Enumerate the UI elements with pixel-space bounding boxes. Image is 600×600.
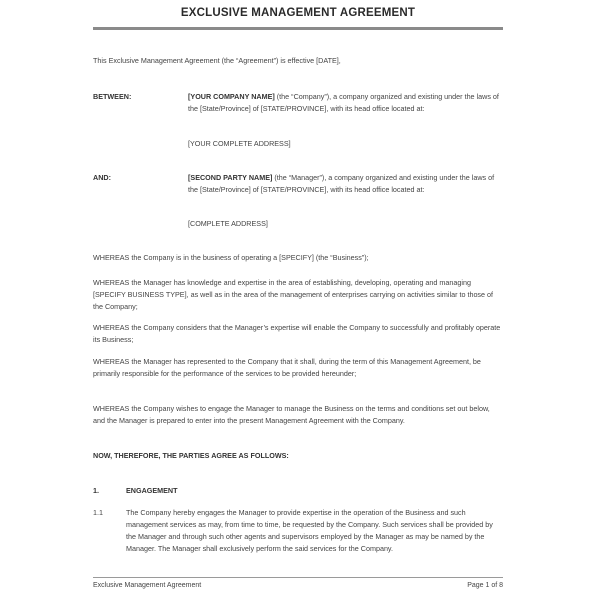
party-between-name: [YOUR COMPANY NAME]: [188, 92, 275, 101]
party-between-address: [YOUR COMPLETE ADDRESS]: [188, 139, 291, 148]
party-and-address: [COMPLETE ADDRESS]: [188, 219, 268, 228]
party-between-description: [188, 91, 503, 115]
intro-paragraph: This Exclusive Management Agreement (the “Agreement”) is effective [DATE],: [93, 56, 341, 65]
title-divider: [93, 27, 503, 30]
party-and-description: [188, 172, 503, 196]
whereas-paragraph: WHEREAS the Manager has represented to the Company that it shall, during the term of this Management Agreement, be primarily responsible for the performance of the services to be provided hereunder;: [93, 357, 481, 378]
section-title: ENGAGEMENT: [126, 486, 178, 495]
therefore-statement: NOW, THEREFORE, THE PARTIES AGREE AS FOLLOWS:: [93, 451, 289, 460]
clause-number: 1.1: [93, 508, 103, 517]
whereas-paragraph: WHEREAS the Company considers that the Manager’s expertise will enable the Company to successfully and profitably operate its Business;: [93, 323, 501, 344]
whereas-paragraph: WHEREAS the Manager has knowledge and expertise in the area of establishing, developing, operating and managing [SPECIFY BUSINESS TYPE], as well as in the area of the management of enterprises carrying on activities similar to those of the Company;: [93, 278, 494, 311]
whereas-paragraph: WHEREAS the Company is in the business of operating a [SPECIFY] (the “Business”);: [93, 253, 369, 262]
footer-page-number: Page 1 of 8: [467, 582, 503, 589]
party-and-text: (the “Manager”), a company organized and existing under the laws of the [State/Province] of [STATE/PROVINCE], with its head office located at:: [188, 173, 495, 194]
section-number: 1.: [93, 486, 99, 495]
footer-divider: [93, 577, 503, 578]
whereas-paragraph: WHEREAS the Company wishes to engage the Manager to manage the Business on the terms and conditions set out below, and the Manager is prepared to enter into the present Management Agreement with the Company.: [93, 404, 490, 425]
clause-text: The Company hereby engages the Manager to provide expertise in the operation of the Business and such management services as may, from time to time, be requested by the Company. Such services shall be provided by the Manager and through such other agents and supervisors employed by the Manager as may be named by the Manager. The Manager shall exclusively perform the said services for the Company.: [126, 508, 493, 553]
party-label-and: AND:: [93, 173, 111, 182]
document-title: EXCLUSIVE MANAGEMENT AGREEMENT: [180, 7, 416, 19]
footer-document-name: Exclusive Management Agreement: [93, 582, 202, 589]
party-label-between: BETWEEN:: [93, 92, 132, 101]
party-and-name: [SECOND PARTY NAME]: [188, 173, 273, 182]
party-between-text: (the “Company”), a company organized and existing under the laws of the [State/Province] of [STATE/PROVINCE], with its head office located at:: [188, 92, 499, 113]
document-page: [93, 0, 503, 600]
